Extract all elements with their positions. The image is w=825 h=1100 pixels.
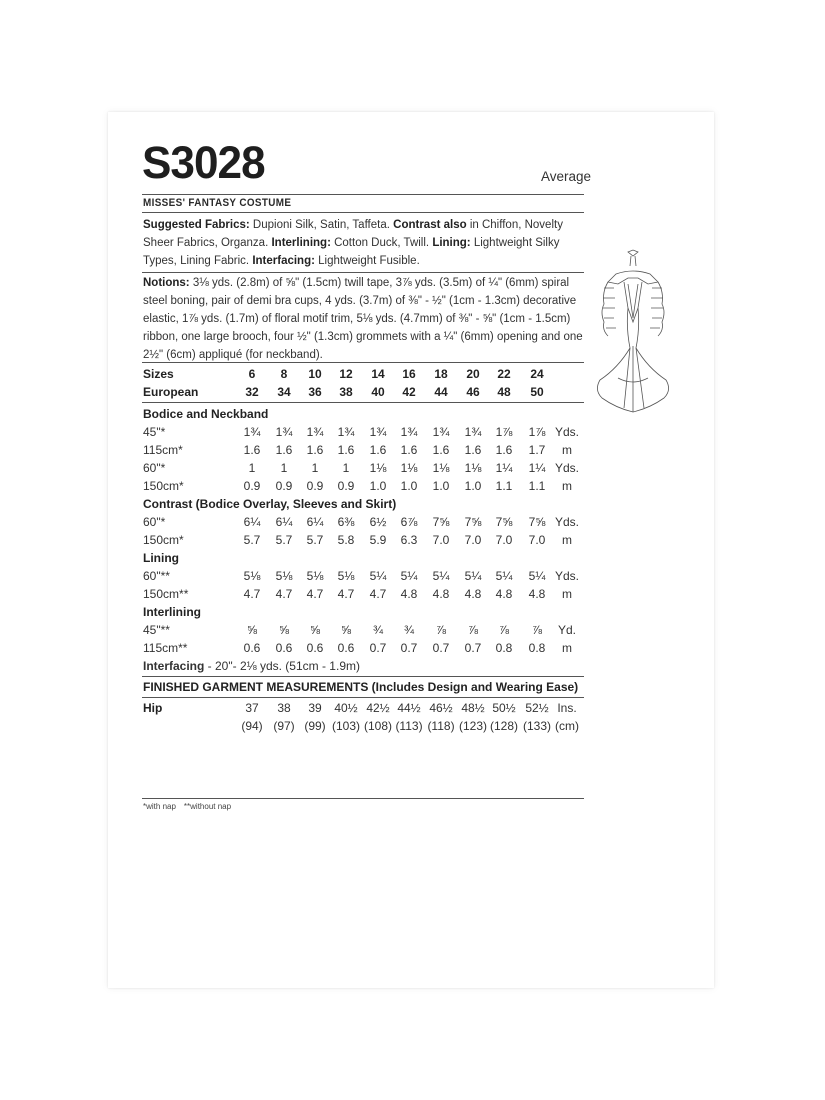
fabric-width-label: 150cm*	[143, 533, 184, 547]
european-size-cell: 46	[466, 385, 480, 399]
yardage-cell: 0.6	[275, 641, 293, 655]
hip-inches-cell: 50½	[492, 701, 516, 715]
interfacing-table-text: - 20"- 2⅛ yds. (51cm - 1.9m)	[204, 659, 360, 673]
hip-inches-cell: 48½	[461, 701, 485, 715]
size-cell: 6	[248, 367, 256, 381]
yardage-cell: ⅞	[435, 623, 446, 637]
european-size-cell: 42	[402, 385, 416, 399]
unit-label: (cm)	[555, 719, 579, 733]
yardage-cell: 1¼	[528, 461, 546, 475]
yardage-cell: 4.8	[528, 587, 546, 601]
yardage-cell: 7⅝	[432, 515, 450, 529]
yardage-cell: ¾	[372, 623, 383, 637]
yardage-cell: 7.0	[495, 533, 513, 547]
fabric-width-label: 115cm**	[143, 641, 188, 655]
european-size-cell: 34	[277, 385, 291, 399]
yardage-cell: 4.8	[400, 587, 418, 601]
fabrics-text: Dupioni Silk, Satin, Taffeta.	[249, 219, 394, 231]
yardage-cell: 1¾	[464, 425, 482, 439]
yardage-cell: 7.0	[528, 533, 546, 547]
interfacing-line	[143, 657, 360, 675]
yardage-cell: 7⅝	[464, 515, 482, 529]
yardage-cell: 0.9	[306, 479, 324, 493]
yardage-cell: 7⅝	[528, 515, 546, 529]
unit-label: m	[562, 533, 572, 547]
hip-cm-cell: (123)	[458, 719, 487, 733]
yardage-cell: 0.7	[464, 641, 482, 655]
yardage-cell: 7.0	[464, 533, 482, 547]
yardage-cell: 6⅞	[400, 515, 418, 529]
yardage-cell: 5⅛	[306, 569, 324, 583]
yardage-cell: 0.6	[306, 641, 324, 655]
yardage-cell: 1.6	[306, 443, 324, 457]
size-cell: 8	[280, 367, 288, 381]
yardage-cell: 6¼	[306, 515, 324, 529]
european-size-cell: 36	[308, 385, 322, 399]
european-size-cell: 44	[434, 385, 448, 399]
yardage-cell: 7.0	[432, 533, 450, 547]
divider	[142, 272, 584, 273]
european-size-cell: 32	[245, 385, 259, 399]
divider	[142, 212, 584, 213]
hip-cm-cell: (128)	[489, 719, 518, 733]
size-cell: 12	[339, 367, 353, 381]
unit-label: m	[562, 443, 572, 457]
yardage-cell: 1	[280, 461, 288, 475]
divider	[142, 402, 584, 403]
yardage-cell: 6⅜	[337, 515, 355, 529]
yardage-cell: ⅝	[340, 623, 351, 637]
unit-label: m	[562, 587, 572, 601]
divider	[142, 697, 584, 698]
suggested-fabrics	[143, 216, 583, 270]
fabric-width-label: 45"*	[143, 425, 166, 439]
yardage-cell: 0.8	[528, 641, 546, 655]
hip-inches-cell: 44½	[397, 701, 421, 715]
yardage-cell: 1.1	[528, 479, 546, 493]
fabrics-label: Suggested Fabrics:	[143, 219, 250, 231]
yardage-cell: 1⅞	[528, 425, 546, 439]
yardage-cell: 1¾	[275, 425, 293, 439]
yardage-cell: 1.6	[464, 443, 482, 457]
size-cell: 14	[371, 367, 385, 381]
hip-cm-cell: (118)	[427, 719, 455, 733]
yardage-cell: 5⅛	[275, 569, 293, 583]
interfacing-table-label: Interfacing	[143, 659, 205, 673]
unit-label: m	[562, 479, 572, 493]
yardage-cell: 1.0	[369, 479, 387, 493]
yardage-cell: 1⅞	[495, 425, 513, 439]
divider	[142, 362, 584, 363]
yardage-cell: 6½	[369, 515, 387, 529]
yardage-cell: 1.7	[528, 443, 546, 457]
hip-cm-cell: (97)	[273, 719, 295, 733]
size-cell: 16	[402, 367, 416, 381]
size-cell: 18	[434, 367, 448, 381]
fabric-width-label: 60"*	[143, 515, 166, 529]
footnotes	[143, 802, 239, 811]
yardage-cell: 1¾	[243, 425, 261, 439]
yardage-cell: 1	[248, 461, 256, 475]
yardage-cell: 1.6	[432, 443, 450, 457]
section-heading: Bodice and Neckband	[143, 407, 269, 421]
yardage-cell: ⅞	[531, 623, 542, 637]
yardage-cell: 1¾	[400, 425, 418, 439]
size-cell: 24	[530, 367, 544, 381]
footnote-with-nap: *with nap	[143, 802, 176, 811]
section-heading: Lining	[143, 551, 179, 565]
pattern-number: S3028	[142, 137, 265, 188]
yardage-cell: 1.6	[337, 443, 355, 457]
size-cell: 10	[308, 367, 322, 381]
contrast-text: in Chiffon, Novelty Sheer Fabrics, Organza.	[143, 219, 563, 249]
size-cell: 20	[466, 367, 480, 381]
european-size-cell: 38	[339, 385, 353, 399]
unit-label: m	[562, 641, 572, 655]
sizes-label: Sizes	[143, 367, 174, 381]
fabric-width-label: 150cm**	[143, 587, 189, 601]
section-heading: Contrast (Bodice Overlay, Sleeves and Skirt)	[143, 497, 397, 511]
hip-cm-cell: (99)	[304, 719, 326, 733]
yardage-cell: 4.7	[306, 587, 324, 601]
yardage-cell: 1.0	[432, 479, 450, 493]
notions-label: Notions:	[143, 277, 190, 289]
yardage-cell: ⅞	[467, 623, 478, 637]
yardage-cell: ⅝	[278, 623, 289, 637]
yardage-cell: 1¾	[369, 425, 387, 439]
european-size-cell: 40	[371, 385, 385, 399]
fabric-width-label: 60"*	[143, 461, 166, 475]
unit-label: Yds.	[554, 515, 579, 529]
yardage-cell: 1⅛	[432, 461, 450, 475]
fabric-width-label: 45"**	[143, 623, 170, 637]
lining-text: Lightweight Silky Types, Lining Fabric.	[143, 237, 560, 267]
yardage-cell: 1.6	[275, 443, 293, 457]
divider	[142, 798, 584, 799]
yardage-cell: 0.8	[495, 641, 513, 655]
yardage-cell: 0.7	[369, 641, 387, 655]
yardage-cell: 1.6	[369, 443, 387, 457]
interfacing-text: Lightweight Fusible.	[314, 255, 420, 267]
hip-cm-cell: (108)	[363, 719, 392, 733]
unit-label: Ins.	[557, 701, 577, 715]
notions	[143, 274, 583, 364]
yardage-cell: 1⅛	[400, 461, 418, 475]
yardage-cell: 5.8	[337, 533, 355, 547]
yardage-cell: 1¼	[495, 461, 513, 475]
hip-cm-cell: (94)	[241, 719, 263, 733]
yardage-cell: ⅞	[498, 623, 509, 637]
yardage-cell: 5⅛	[243, 569, 261, 583]
yardage-cell: 7⅝	[495, 515, 513, 529]
yardage-cell: 0.7	[432, 641, 450, 655]
yardage-cell: 0.9	[337, 479, 355, 493]
european-size-cell: 50	[530, 385, 544, 399]
yardage-cell: 0.9	[275, 479, 293, 493]
hip-inches-cell: 46½	[429, 701, 453, 715]
contrast-label: Contrast also	[393, 219, 467, 231]
fabric-width-label: 150cm*	[143, 479, 184, 493]
hip-cm-cell: (103)	[331, 719, 360, 733]
yardage-cell: 4.8	[464, 587, 482, 601]
yardage-cell: 4.8	[495, 587, 513, 601]
pattern-title: MISSES' FANTASY COSTUME	[143, 197, 292, 209]
yardage-cell: 0.7	[400, 641, 418, 655]
yardage-cell: 6¼	[275, 515, 293, 529]
lining-label: Lining:	[432, 237, 471, 249]
yardage-cell: 1.6	[243, 443, 261, 457]
yardage-cell: 1⅛	[464, 461, 482, 475]
yardage-cell: 5¼	[369, 569, 387, 583]
yardage-cell: 5¼	[464, 569, 482, 583]
hip-inches-cell: 40½	[334, 701, 358, 715]
fabric-width-label: 60"**	[143, 569, 170, 583]
unit-label: Yds.	[554, 425, 579, 439]
yardage-cell: ¾	[403, 623, 414, 637]
yardage-cell: ⅝	[309, 623, 320, 637]
hip-inches-cell: 42½	[366, 701, 390, 715]
costume-illustration	[588, 248, 688, 418]
hip-inches-cell: 38	[277, 701, 291, 715]
divider	[142, 676, 584, 677]
yardage-cell: 1.0	[400, 479, 418, 493]
interfacing-label: Interfacing:	[252, 255, 315, 267]
hip-inches-cell: 52½	[525, 701, 549, 715]
yardage-cell: 5¼	[400, 569, 418, 583]
european-label: European	[143, 385, 199, 399]
yardage-cell: 5.7	[306, 533, 324, 547]
yardage-cell: 1⅛	[369, 461, 387, 475]
unit-label: Yd.	[557, 623, 576, 637]
unit-label: Yds.	[554, 569, 579, 583]
section-heading: Interlining	[143, 605, 201, 619]
yardage-cell: 6¼	[243, 515, 261, 529]
yardage-cell: 0.9	[243, 479, 261, 493]
yardage-cell: 0.6	[243, 641, 261, 655]
european-size-cell: 48	[497, 385, 511, 399]
yardage-cell: 4.7	[337, 587, 355, 601]
footnote-without-nap: **without nap	[183, 802, 232, 811]
yardage-cell: ⅝	[246, 623, 257, 637]
yardage-cell: 1.6	[400, 443, 418, 457]
yardage-cell: 1	[311, 461, 319, 475]
yardage-cell: 6.3	[400, 533, 418, 547]
yardage-cell: 0.6	[337, 641, 355, 655]
yardage-cell: 1¾	[306, 425, 324, 439]
yardage-cell: 5.7	[243, 533, 261, 547]
hip-inches-cell: 37	[245, 701, 259, 715]
yardage-cell: 1	[342, 461, 350, 475]
yardage-cell: 1¾	[432, 425, 450, 439]
yardage-cell: 1¾	[337, 425, 355, 439]
yardage-cell: 1.1	[495, 479, 513, 493]
yardage-cell: 5.9	[369, 533, 387, 547]
divider	[142, 194, 584, 195]
yardage-cell: 5⅛	[337, 569, 355, 583]
size-cell: 22	[497, 367, 511, 381]
yardage-cell: 5.7	[275, 533, 293, 547]
unit-label: Yds.	[554, 461, 579, 475]
yardage-cell: 4.7	[369, 587, 387, 601]
interlining-label: Interlining:	[271, 237, 331, 249]
hip-label: Hip	[143, 701, 163, 715]
yardage-cell: 5¼	[495, 569, 513, 583]
yardage-cell: 4.7	[275, 587, 293, 601]
yardage-cell: 4.8	[432, 587, 450, 601]
yardage-cell: 1.6	[495, 443, 513, 457]
yardage-cell: 5¼	[432, 569, 450, 583]
yardage-cell: 5¼	[528, 569, 546, 583]
interlining-text: Cotton Duck, Twill.	[330, 237, 433, 249]
finished-measurements-heading: FINISHED GARMENT MEASUREMENTS (Includes Design and Wearing Ease)	[143, 680, 579, 694]
hip-inches-cell: 39	[308, 701, 322, 715]
yardage-cell: 1.0	[464, 479, 482, 493]
hip-cm-cell: (133)	[522, 719, 551, 733]
yardage-cell: 4.7	[243, 587, 261, 601]
fabric-width-label: 115cm*	[143, 443, 183, 457]
hip-cm-cell: (113)	[395, 719, 423, 733]
notions-text: 3⅛ yds. (2.8m) of ⅝" (1.5cm) twill tape, 3⅞ yds. (3.5m) of ¼" (6mm) spiral steel boning, pair of demi bra cups, 4 yds. (3.7m) of ⅜" - ½" (1cm - 1.3cm) decorative elastic, 1⅞ yds. (1.7m) of floral motif trim, 5⅛ yds. (4.7mm) of ⅜" - ⅝" (1cm - 1.5cm) ribbon, one large brooch, four ½" (1.3cm) grommets with a ¼" (6mm) opening and one 2½" (6cm) appliqué (for neckband).	[143, 277, 583, 361]
fit-label: Average	[541, 169, 592, 184]
